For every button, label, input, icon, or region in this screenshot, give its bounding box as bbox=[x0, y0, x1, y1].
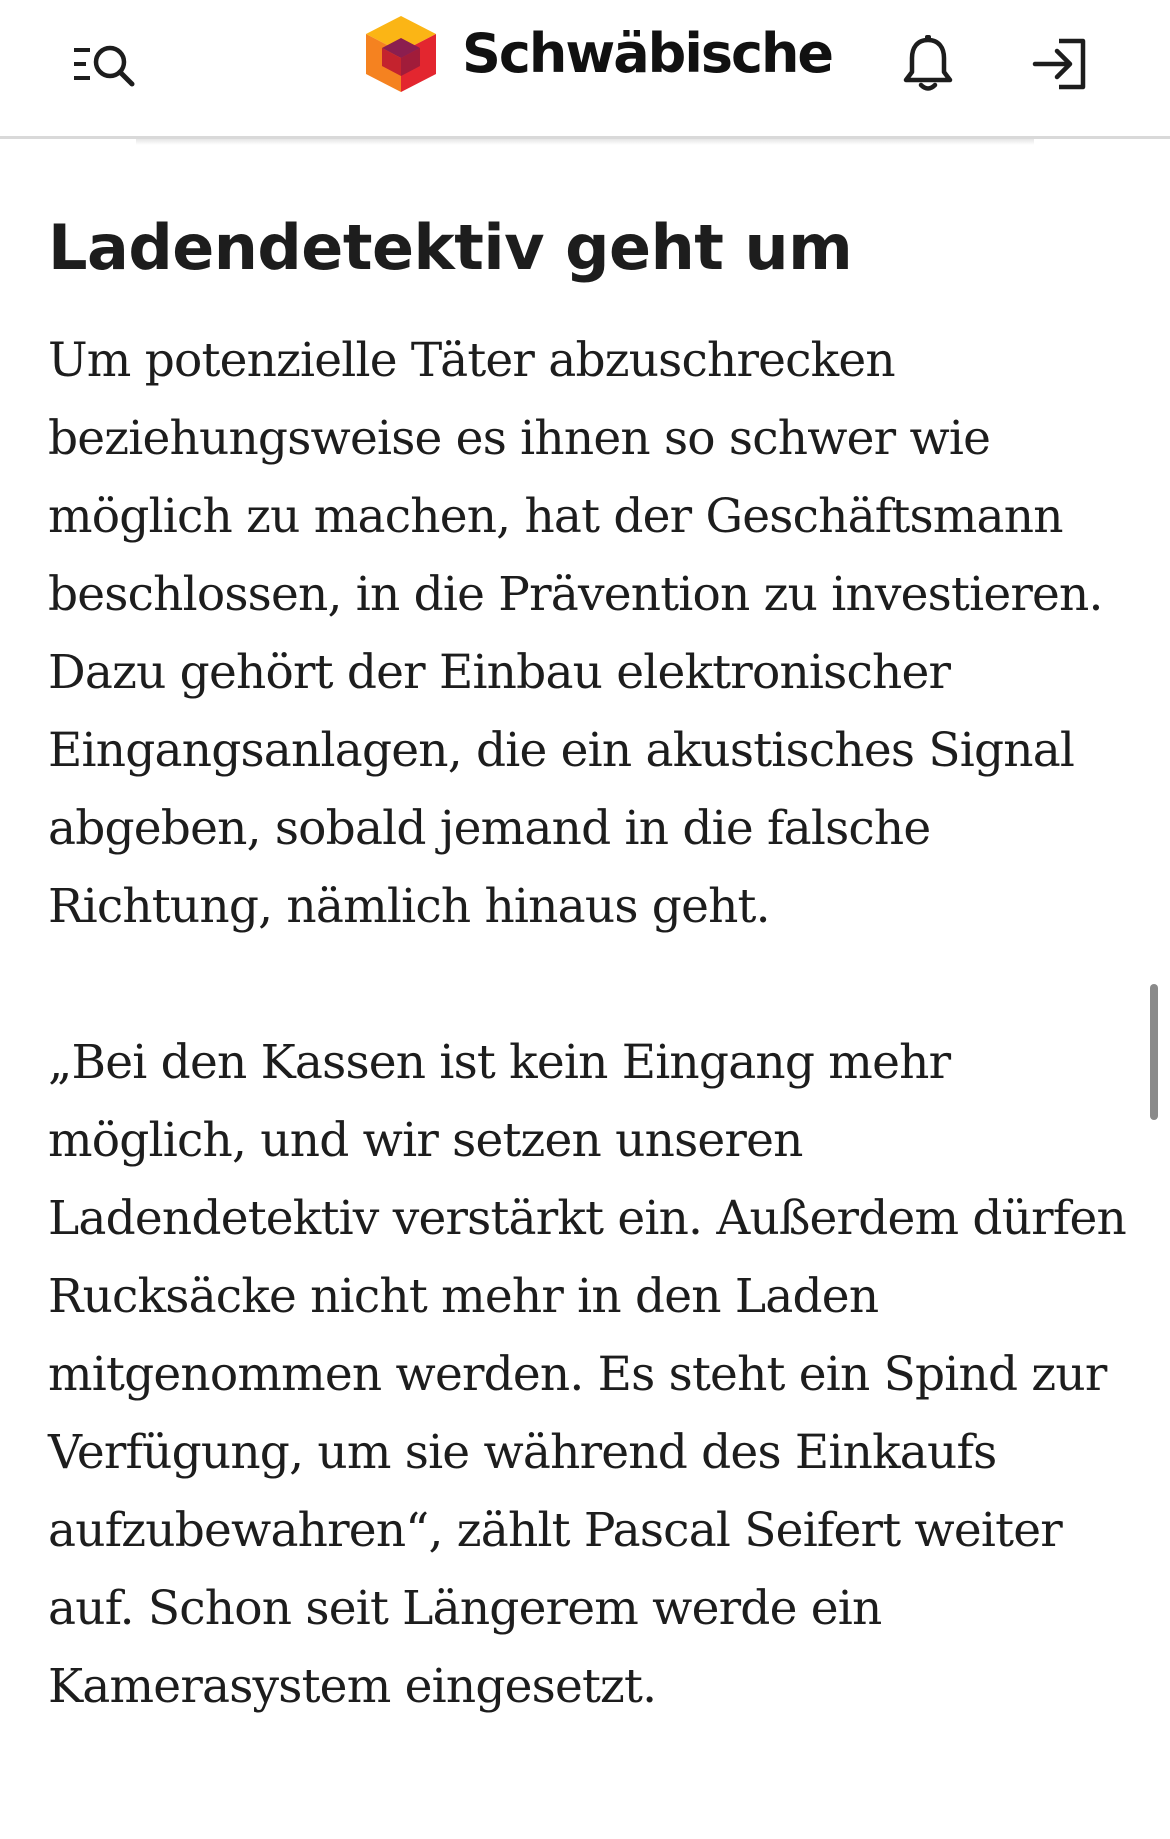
article-paragraph: „Bei den Kassen ist kein Eingang mehr möglich, und wir setzen unseren Ladendetektiv verstärkt ein. Außerdem dürfen Rucksäcke nicht mehr in den Laden mitgenommen werden. Es steht ein Spind zur Verfügung, um sie während des Einkaufs aufzubewahren“, zählt Pascal Seifert weiter auf. Schon seit Längerem werde ein Kamerasystem eingesetzt. bbox=[48, 1035, 1126, 1714]
scrollbar-thumb[interactable] bbox=[1150, 984, 1158, 1120]
article-body bbox=[48, 208, 1128, 1804]
logo-wordmark: Schwäbische bbox=[462, 22, 833, 85]
logo-cube-icon bbox=[364, 14, 438, 94]
notifications-button[interactable] bbox=[880, 16, 976, 112]
schwaebische-logo[interactable] bbox=[364, 14, 832, 94]
bell-icon bbox=[902, 34, 954, 94]
login-button[interactable] bbox=[1012, 16, 1108, 112]
menu-search-icon bbox=[70, 40, 142, 88]
header-divider bbox=[136, 139, 1034, 145]
section-heading: Ladendetektiv geht um bbox=[48, 211, 853, 284]
top-app-bar bbox=[0, 0, 1170, 139]
article-paragraph: Um potenzielle Täter abzuschrecken beziehungsweise es ihnen so schwer wie möglich zu machen, hat der Geschäftsmann beschlossen, in die Prävention zu investieren. Dazu gehört der Einbau elektronischer Eingangsanlagen, die ein akustisches Signal abgeben, sobald jemand in die falsche Richtung, nämlich hinaus geht. bbox=[48, 333, 1103, 934]
menu-search-button[interactable] bbox=[58, 16, 154, 112]
login-icon bbox=[1031, 37, 1089, 91]
